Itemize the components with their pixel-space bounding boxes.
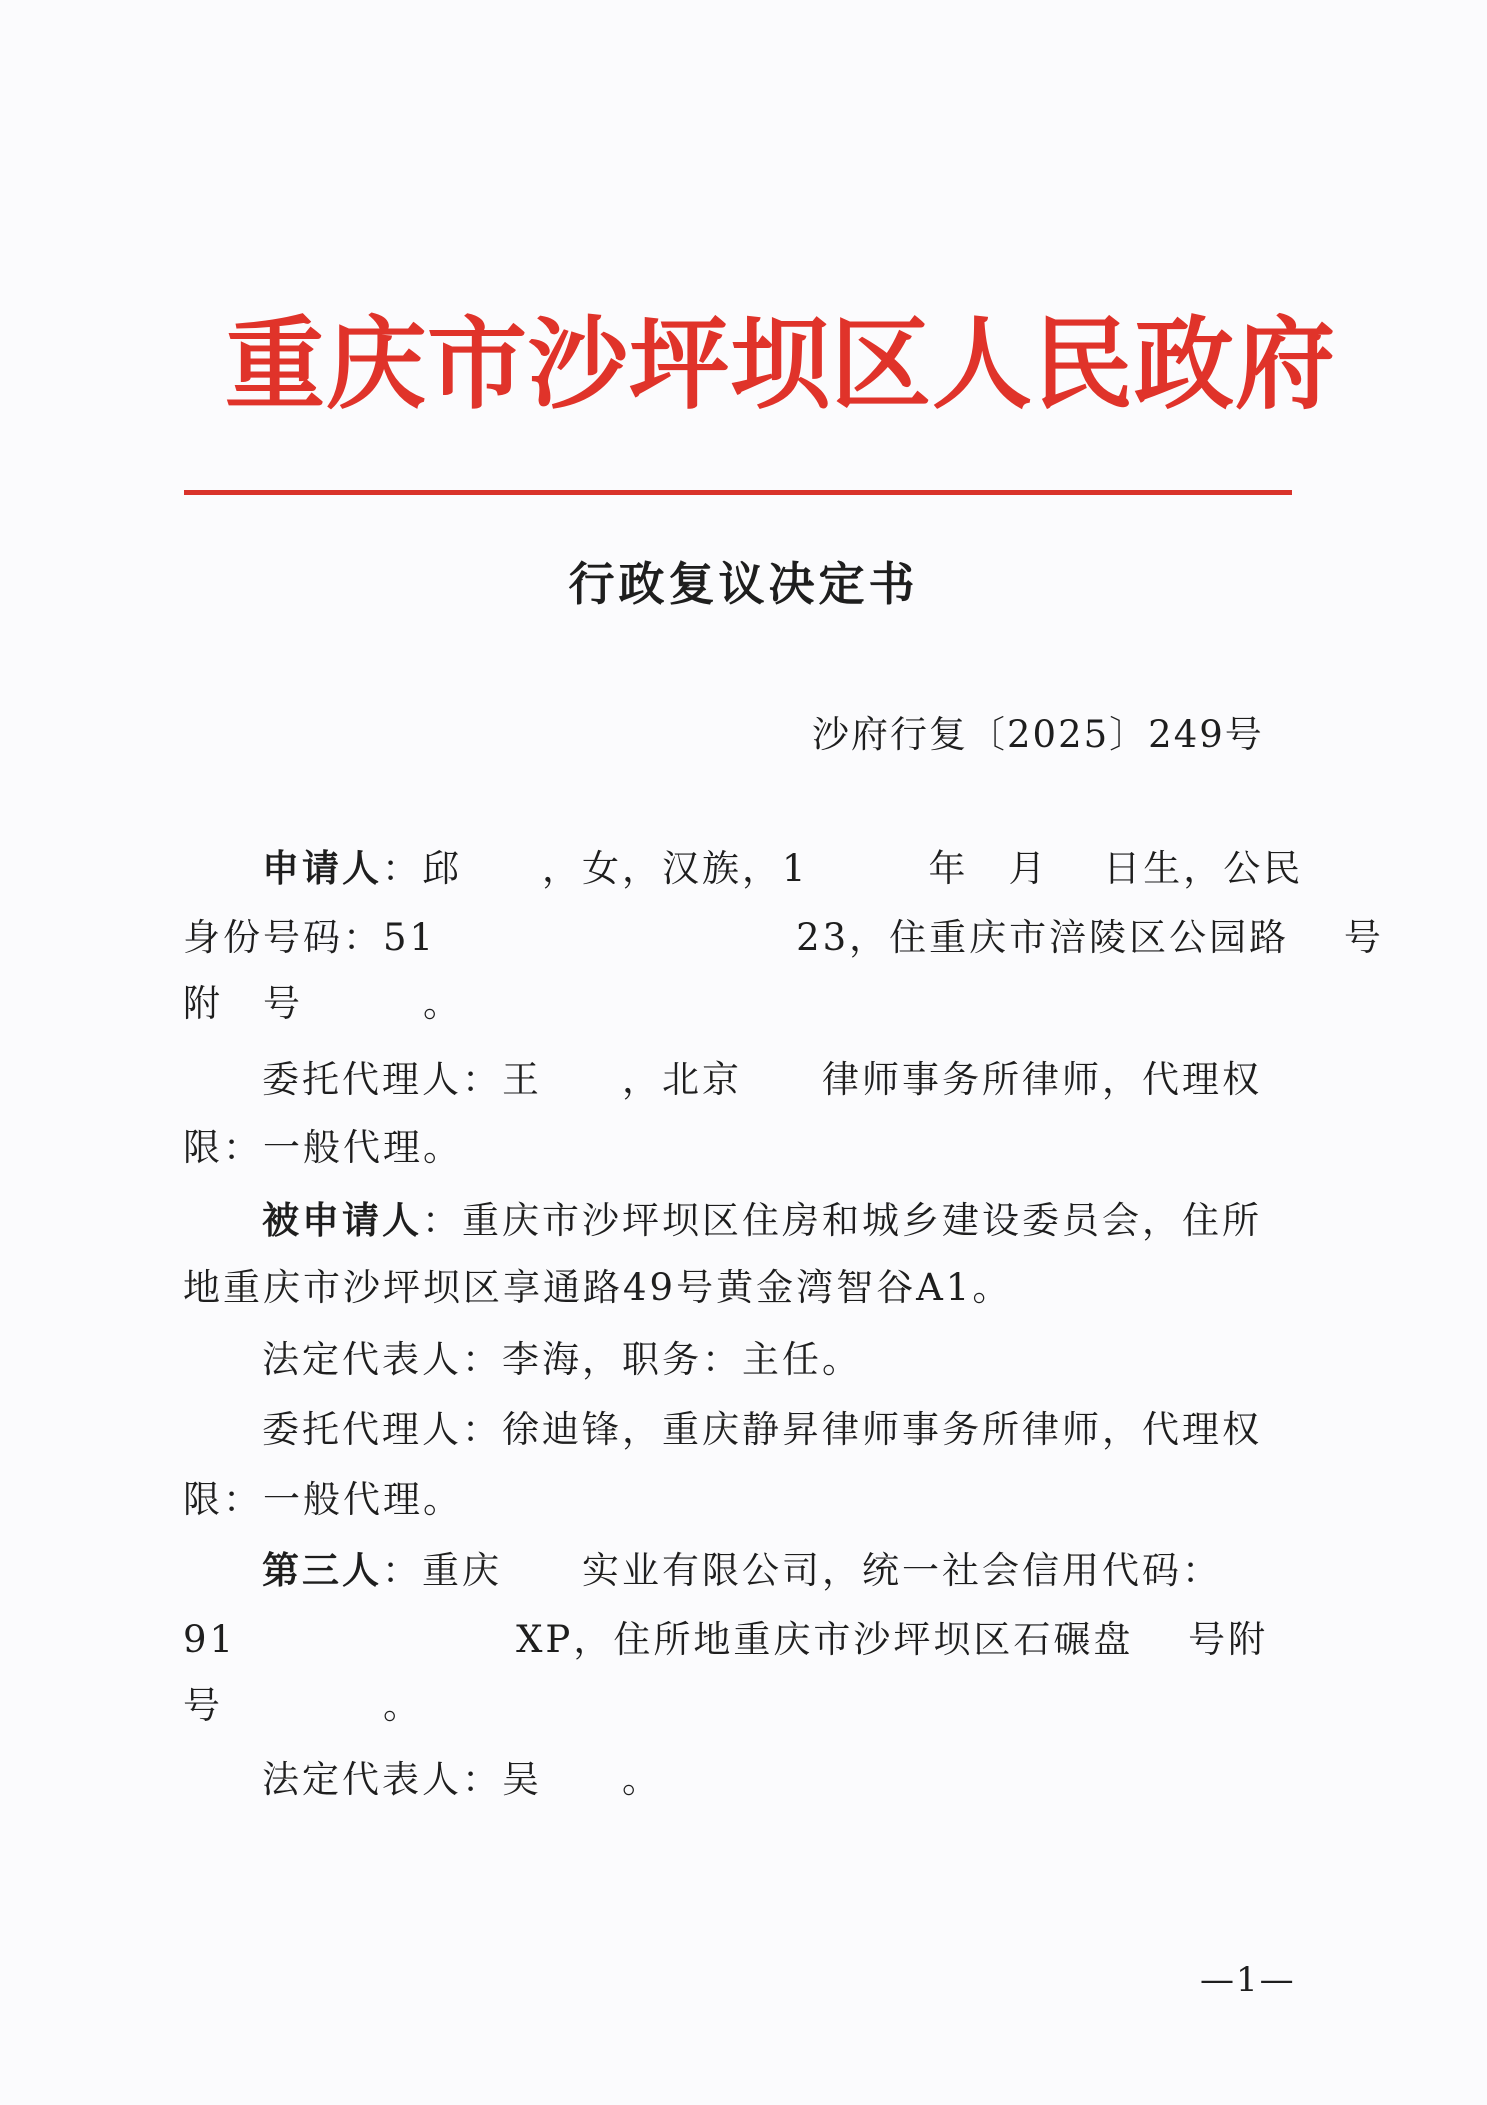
respondent-agent-line-1: 委托代理人：徐迪锋，重庆静昇律师事务所律师，代理权 <box>262 1408 1262 1451</box>
document-number: 沙府行复〔2025〕249号 <box>812 713 1264 756</box>
applicant-line-2: 身份号码：51 23，住重庆市涪陵区公园路 号 <box>183 916 1384 959</box>
third-party-line-3: 号 。 <box>183 1684 423 1727</box>
respondent-rep-line: 法定代表人：李海，职务：主任。 <box>262 1338 862 1381</box>
third-party-line-2: 91 XP，住所地重庆市沙坪坝区石碾盘 号附 <box>183 1618 1269 1661</box>
respondent-agent-line-2: 限：一般代理。 <box>183 1478 463 1521</box>
issuer-header: 重庆市沙坪坝区人民政府 <box>225 305 1336 423</box>
respondent-line-1: 被申请人：重庆市沙坪坝区住房和城乡建设委员会，住所 <box>262 1198 1262 1242</box>
third-party-label: 第三人 <box>262 1548 382 1592</box>
applicant-line-1: 申请人：邱 ，女，汉族，1 年 月 日生，公民 <box>262 846 1304 890</box>
document-title: 行政复议决定书 <box>568 557 919 611</box>
page-number: —1— <box>1200 1960 1296 2000</box>
respondent-label: 被申请人 <box>262 1198 422 1242</box>
third-party-line-1: 第三人：重庆 实业有限公司，统一社会信用代码： <box>262 1548 1222 1592</box>
applicant-agent-line-2: 限：一般代理。 <box>183 1126 463 1169</box>
applicant-label: 申请人 <box>262 846 382 890</box>
third-party-rep-line: 法定代表人：吴 。 <box>262 1758 662 1801</box>
red-divider-rule <box>184 490 1292 495</box>
applicant-agent-line-1: 委托代理人：王 ，北京 律师事务所律师，代理权 <box>262 1058 1262 1101</box>
applicant-line-3: 附 号 。 <box>183 982 463 1025</box>
respondent-line-2: 地重庆市沙坪坝区享通路49号黄金湾智谷A1。 <box>183 1266 1013 1309</box>
